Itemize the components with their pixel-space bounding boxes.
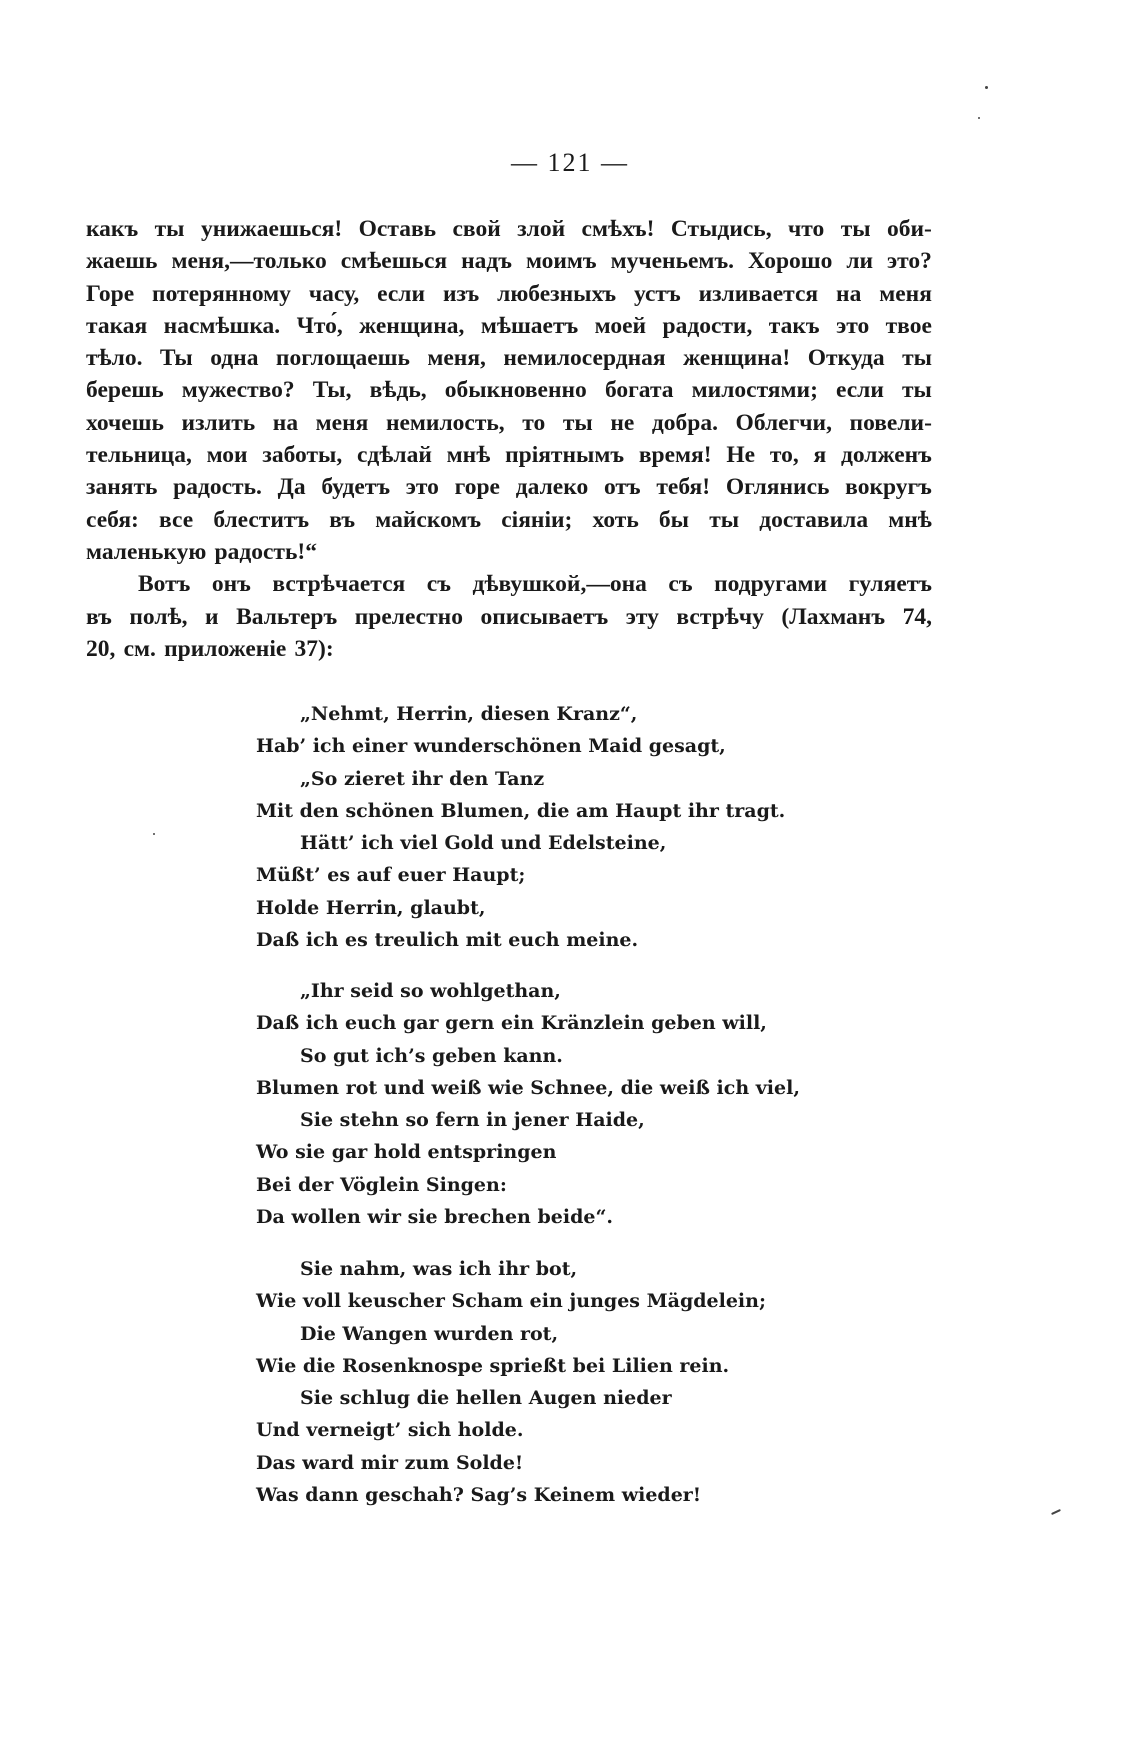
prose-word: Не [726,442,756,469]
prose-word: меня,—только [171,248,327,275]
prose-word: будетъ [321,474,391,501]
poem-line: Da wollen wir sie brechen beide“. [256,1206,613,1229]
prose-word: 20, [86,635,116,662]
prose-word: Стыдись, [670,216,772,242]
prose-word: тельница, [86,442,192,469]
poem-line: Daß ich es treulich mit euch meine. [256,929,639,952]
prose-word: приложеніе [164,635,287,662]
poem-line: Hätt’ ich viel Gold und Edelsteine, [300,832,667,855]
prose-word: немилосердная [503,345,666,372]
prose-word: злой [517,216,566,242]
prose-line [86,471,932,503]
scan-speck [153,833,155,835]
prose-word: ты [840,216,871,242]
prose-word: Оставь [358,216,437,242]
prose-word: время! [638,442,712,469]
prose-word: что [788,216,825,242]
prose-word: часу, [308,280,360,307]
prose-word: съ [668,571,693,598]
prose-word: горе [454,474,500,501]
prose-word: надъ [461,248,512,275]
prose-word: мученьемъ. [610,248,735,275]
prose-word: занять [86,474,158,501]
poem-line: Sie stehn so fern in jener Haide, [300,1109,645,1132]
prose-word: ты [902,377,932,404]
prose-word: такая [86,312,148,339]
prose-word: пріятнымъ [505,442,625,469]
poem-line: Holde Herrin, glaubt, [256,896,486,919]
prose-word: то, [769,442,799,469]
prose-word: женщина, [359,312,465,339]
prose-word: если [377,280,426,307]
prose-word: на [836,280,862,307]
prose-word: обыкновенно [444,377,587,404]
prose-word: жаешь [86,248,158,275]
poem-line: So gut ich’s geben kann. [300,1044,563,1067]
prose-word: меня [315,409,369,436]
prose-word: блеститъ [213,506,310,533]
poem-line: Bei der Vöglein Singen: [256,1173,507,1196]
prose-word: тѣло. [86,345,143,372]
prose-line [86,374,932,406]
prose-word: полѣ, [129,603,188,630]
prose-word: мои [206,442,248,469]
prose-word: подругами [714,571,828,598]
prose-word: любезныхъ [497,280,617,307]
prose-word: описываетъ [480,603,609,630]
prose-word: женщина! [683,345,791,372]
prose-word: это? [887,248,932,275]
prose-word: заботы, [262,442,343,469]
prose-word: я [813,442,827,469]
prose-word: моимъ [525,248,597,275]
prose-word: милостями; [691,377,818,404]
poem-line: Mit den schönen Blumen, die am Haupt ihr tragt. [256,799,786,822]
prose-line [86,633,932,665]
prose-word: сдѣлай [356,442,432,469]
poem-line: „Ihr seid so wohlgethan, [300,980,561,1002]
prose-word: далеко [515,474,589,501]
prose-line [86,278,932,310]
prose-word: изъ [442,280,480,307]
prose-word: если [836,377,884,404]
prose-word: дѣвушкой,—она [472,571,647,598]
prose-word: радость!“ [214,538,317,565]
prose-word: Откуда [807,345,885,372]
poem-line: „Nehmt, Herrin, diesen Kranz“, [300,703,638,725]
prose-word: Что́, [296,312,343,339]
prose-word: въ [329,506,356,533]
scan-speck [978,117,980,119]
prose-line [86,504,932,536]
prose-word: смѣхъ! [581,216,655,242]
prose-word: ты [562,409,593,436]
prose-word: мнѣ [888,506,932,533]
prose-word: меня [879,280,932,307]
poem-line: Und verneigt’ sich holde. [256,1419,524,1442]
prose-word: Ты [159,345,193,372]
poem-line: Das ward mir zum Solde! [256,1451,524,1474]
prose-word: вокругъ [845,474,932,501]
prose-word: 74, [902,603,932,630]
poem-line: Sie schlug die hellen Augen nieder [300,1387,672,1410]
prose-word: хочешь [86,409,164,436]
prose-word: все [159,506,194,533]
prose-word: см. [123,635,156,662]
prose-word: одна [210,345,259,372]
prose-word: свой [452,216,501,242]
poem-line: Hab’ ich einer wunderschönen Maid gesagt, [256,735,726,758]
poem-line: Blumen rot und weiß wie Schnee, die weiß ich viel, [256,1076,800,1099]
scan-speck [985,86,988,89]
prose-word: ли [846,248,874,275]
prose-line [86,439,932,471]
prose-line [86,536,932,568]
prose-word: ты [709,506,740,533]
poem-line: Wie die Rosenknospe sprießt bei Lilien rein. [256,1354,730,1377]
prose-word: себя: [86,506,139,533]
prose-word: какъ [86,216,139,242]
prose-word: берешь [86,377,164,404]
prose-line [86,342,932,374]
prose-word: мужество? [181,377,295,404]
prose-word: Вальтеръ [236,603,338,630]
prose-word: унижаешься! [200,216,343,242]
prose-word: Вотъ [138,571,191,598]
prose-word: поглощаешь [275,345,410,372]
prose-word: встрѣчу [676,603,764,630]
prose-word: маленькую [86,538,207,565]
prose-word: Да [277,474,306,501]
prose-word: немилость, [385,409,505,436]
prose-word: потерянному [152,280,291,307]
scan-speck [1051,1509,1061,1515]
prose-word: и [205,603,219,630]
prose-word: радость. [173,474,262,501]
prose-word: устъ [633,280,681,307]
prose-line [86,568,932,600]
prose-word: съ [426,571,451,598]
page-number: — 121 — [511,148,629,177]
prose-word: встрѣчается [272,571,406,598]
prose-line [86,213,932,245]
prose-word: онъ [211,571,251,598]
prose-word: Ты, [312,377,352,404]
prose-word: 37): [294,635,334,662]
prose-word: сіяніи; [501,506,573,533]
prose-word: радости, [662,312,753,339]
prose-word: меня, [427,345,486,372]
prose-word: насмѣшка. [163,312,281,339]
prose-word: Оглянись [725,474,830,501]
prose-word: въ [86,603,112,630]
prose-word: прелестно [354,603,463,630]
prose-word: отъ [603,474,641,501]
poem-line: Wie voll keuscher Scham ein junges Mägdelein; [256,1290,766,1313]
poem-line: Die Wangen wurden rot, [300,1322,559,1345]
prose-word: то [522,409,546,436]
prose-word: добра. [651,409,718,436]
prose-word: вѣдь, [369,377,427,404]
prose-line [86,407,932,439]
prose-line [86,310,932,342]
poem-stanza-2 [256,975,800,1233]
prose-body [86,213,932,665]
prose-word: эту [625,603,659,630]
prose-word: ты [902,345,932,372]
prose-word: излить [181,409,256,436]
prose-word: смѣешься [340,248,448,275]
prose-word: мнѣ [446,442,491,469]
prose-word: хоть [592,506,639,533]
prose-word: мѣшаетъ [480,312,579,339]
prose-word: богата [604,377,674,404]
prose-word: Горе [86,280,135,307]
prose-word: майскомъ [375,506,482,533]
poem-line: Was dann geschah? Sag’s Keinem wieder! [256,1484,702,1507]
prose-line [86,245,932,277]
poem-line: Müßt’ es auf euer Haupt; [256,864,526,887]
prose-word: бы [658,506,690,533]
prose-word: доставила [759,506,869,533]
prose-word: такъ [768,312,820,339]
prose-word: Облегчи, [735,409,832,436]
poem-line: Wo sie gar hold entspringen [256,1141,557,1164]
poem-line: „So zieret ihr den Tanz [300,767,545,790]
prose-word: твое [885,312,932,339]
prose-word: изливается [698,280,819,307]
prose-word: гуляетъ [848,571,932,598]
prose-word: Хорошо [747,248,833,275]
prose-word: это [836,312,870,339]
prose-word: тебя! [656,474,711,501]
prose-word: повели- [849,409,932,436]
prose-word: долженъ [840,442,932,469]
poem-stanza-1 [256,698,786,956]
poem-stanza-3 [256,1253,776,1511]
prose-word: (Лахманъ [781,603,886,630]
prose-word: оби- [887,216,932,242]
prose-word: ты [154,216,185,242]
prose-word: на [272,409,299,436]
poem-line: Sie nahm, was ich ihr bot, [300,1258,578,1280]
prose-word: это [405,474,439,501]
poem-line: Daß ich euch gar gern ein Kränzlein geben will, [256,1012,767,1035]
prose-line [86,601,932,633]
prose-word: не [610,409,635,436]
prose-word: моей [594,312,647,339]
